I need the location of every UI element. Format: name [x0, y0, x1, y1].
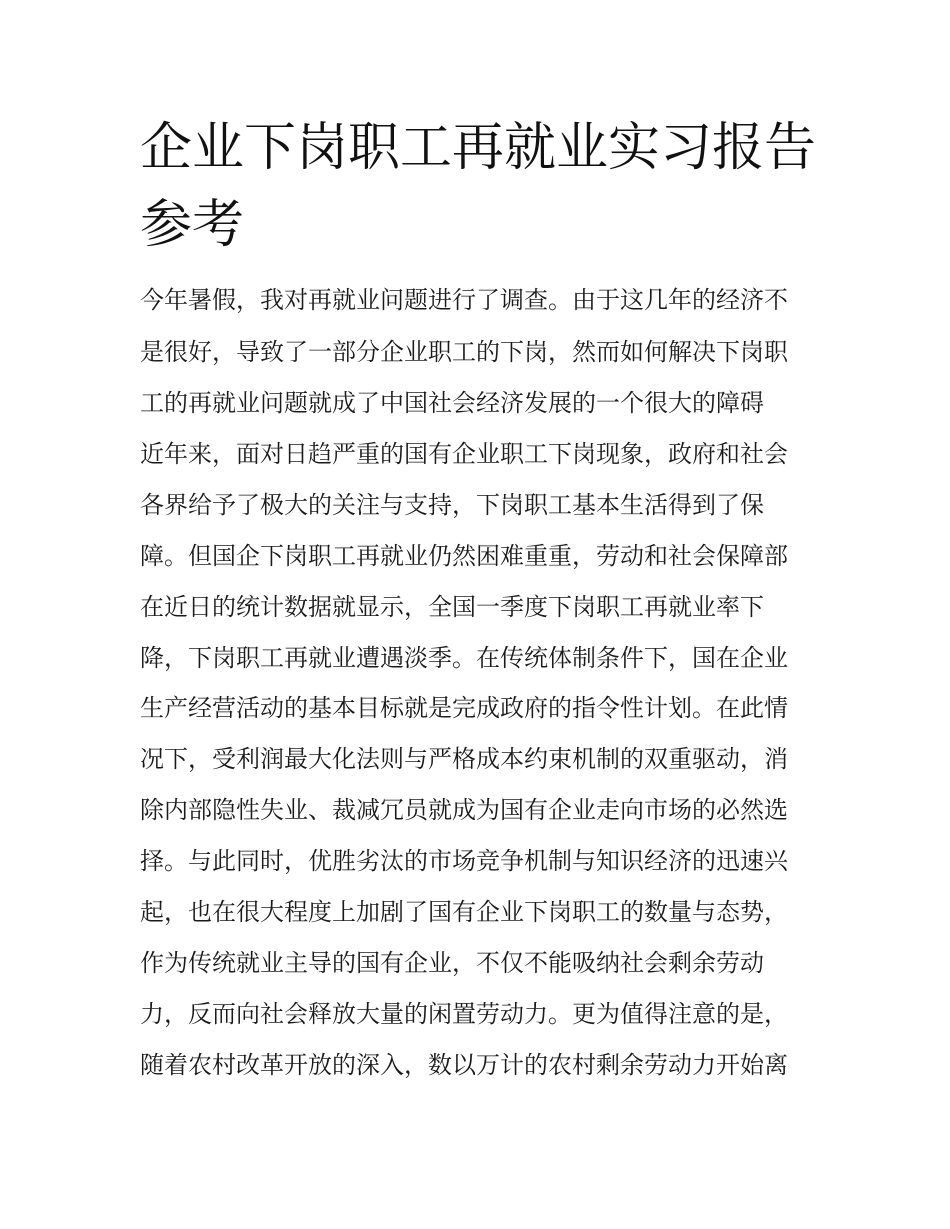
- paragraph-line: 是很好，导致了一部分企业职工的下岗，然而如何解决下岗职: [140, 338, 788, 366]
- paragraph-line: 在近日的统计数据就显示，全国一季度下岗职工再就业率下: [140, 593, 764, 621]
- paragraph-line: 生产经营活动的基本目标就是完成政府的指令性计划。在此情: [140, 694, 788, 722]
- paragraph-line: 作为传统就业主导的国有企业，不仅不能吸纳社会剩余劳动: [140, 949, 764, 977]
- paragraph-line: 今年暑假，我对再就业问题进行了调查。由于这几年的经济不: [140, 286, 788, 314]
- paragraph-line: 力，反而向社会释放大量的闲置劳动力。更为值得注意的是，: [140, 1000, 788, 1028]
- paragraph-line: 除内部隐性失业、裁减冗员就成为国有企业走向市场的必然选: [140, 796, 788, 824]
- paragraph-line: 降，下岗职工再就业遭遇淡季。在传统体制条件下，国在企业: [140, 644, 788, 672]
- paragraph-line: 各界给予了极大的关注与支持，下岗职工基本生活得到了保: [140, 491, 764, 519]
- document-title-line-2: 参考: [140, 195, 245, 255]
- paragraph-line: 近年来，面对日趋严重的国有企业职工下岗现象，政府和社会: [140, 440, 788, 468]
- paragraph-line: 况下，受利润最大化法则与严格成本约束机制的双重驱动，消: [140, 745, 788, 773]
- paragraph-line: 工的再就业问题就成了中国社会经济发展的一个很大的障碍: [140, 389, 764, 417]
- paragraph-line: 障。但国企下岗职工再就业仍然困难重重，劳动和社会保障部: [140, 542, 788, 570]
- paragraph-line: 择。与此同时，优胜劣汰的市场竞争机制与知识经济的迅速兴: [140, 847, 788, 875]
- paragraph-line: 起，也在很大程度上加剧了国有企业下岗职工的数量与态势，: [140, 898, 788, 926]
- document-title-line-1: 企业下岗职工再就业实习报告: [140, 118, 817, 178]
- paragraph-line: 随着农村改革开放的深入，数以万计的农村剩余劳动力开始离: [140, 1051, 788, 1079]
